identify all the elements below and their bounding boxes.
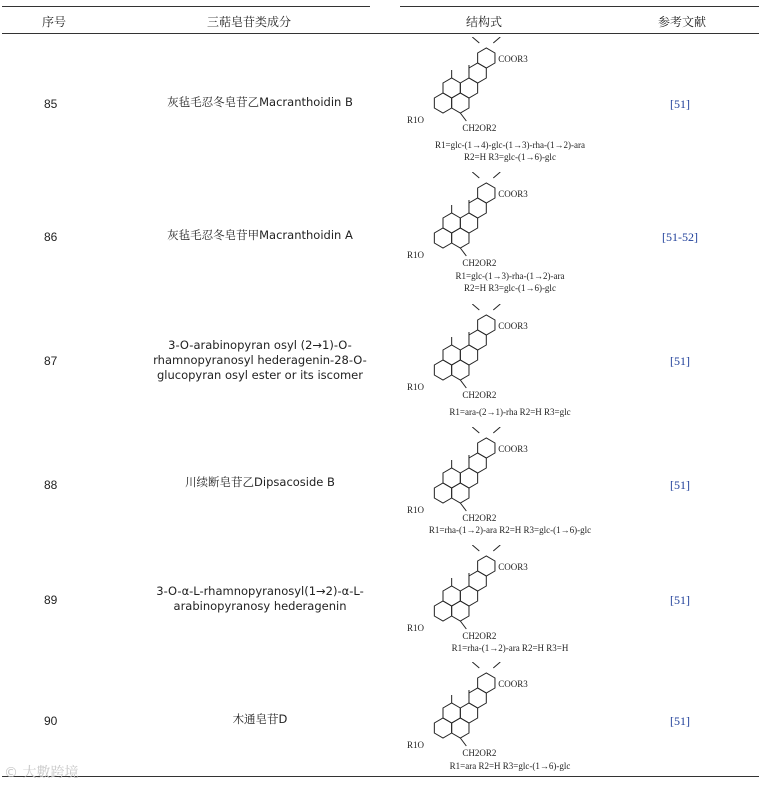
substituents	[390, 270, 630, 294]
row-number: 89	[44, 593, 58, 607]
row-number: 90	[44, 714, 58, 728]
ch2-label: CH2OR2	[462, 513, 497, 523]
table-row-87	[0, 302, 761, 422]
compound-name: 川续断皂苷乙Dipsacoside B	[185, 475, 335, 489]
substituent-line-1: R1=glc-(1→3)-rha-(1→2)-ara	[455, 271, 565, 281]
header-rule	[2, 33, 759, 34]
structure-image	[395, 427, 615, 532]
ch2-label: CH2OR2	[462, 631, 497, 641]
structure-image	[395, 662, 615, 767]
ester-label: COOR3	[498, 679, 528, 689]
ch2-label: CH2OR2	[462, 390, 497, 400]
substituent-line-2: R2=H R3=glc-(1→6)-glc	[464, 283, 556, 293]
r1o-label: R1O	[407, 382, 425, 392]
reference-link[interactable]: [51]	[670, 354, 690, 368]
ester-label: COOR3	[498, 189, 528, 199]
watermark-logo-icon: ©	[4, 765, 18, 781]
compound-name-line-2: rhamnopyranosyl hederagenin-28-O-	[153, 353, 367, 367]
structure-image	[395, 172, 615, 277]
reference-link[interactable]: [51]	[670, 478, 690, 492]
ester-label: COOR3	[498, 54, 528, 64]
table-row-85	[0, 35, 761, 162]
watermark	[4, 762, 78, 782]
substituents	[390, 642, 630, 654]
substituents	[390, 139, 630, 163]
structure-image	[395, 304, 615, 409]
reference-link[interactable]: [51]	[670, 714, 690, 728]
substituents	[390, 760, 630, 772]
structure-image	[395, 545, 615, 650]
compound-name: 灰毡毛忍冬皂苷乙Macranthoidin B	[167, 95, 353, 109]
table-row-88	[0, 425, 761, 545]
r1o-label: R1O	[407, 250, 425, 260]
substituent-line-2: R2=H R3=glc-(1→6)-glc	[464, 152, 556, 162]
row-number: 86	[44, 230, 58, 244]
compound-name-line-1: 3-O-arabinopyran osyl (2→1)-O-	[168, 338, 352, 352]
structure-image	[395, 37, 615, 142]
header-name: 三萜皂苷类成分	[207, 15, 292, 29]
r1o-label: R1O	[407, 115, 425, 125]
r1o-label: R1O	[407, 740, 425, 750]
compound-name: 木通皂苷D	[232, 712, 288, 726]
row-number: 85	[44, 97, 58, 111]
substituent-line-1: R1=rha-(1→2)-ara R2=H R3=H	[451, 643, 569, 653]
ch2-label: CH2OR2	[462, 748, 497, 758]
row-number: 88	[44, 478, 58, 492]
header-ref: 参考文献	[658, 15, 707, 29]
ch2-label: CH2OR2	[462, 258, 497, 268]
reference-link[interactable]: [51]	[670, 593, 690, 607]
compound-name-line-3: glucopyran osyl ester or its iscomer	[156, 368, 363, 382]
substituents	[390, 524, 630, 536]
reference-link[interactable]: [51]	[670, 97, 690, 111]
watermark-text: 大數跨境	[22, 765, 79, 781]
compound-name	[140, 584, 380, 614]
compound-name: 灰毡毛忍冬皂苷甲Macranthoidin A	[167, 228, 353, 242]
substituent-line-1: R1=rha-(1→2)-ara R2=H R3=glc-(1→6)-glc	[428, 525, 592, 535]
substituents	[390, 406, 630, 418]
compound-name-line-2: arabinopyranosy hederagenin	[173, 599, 347, 613]
top-rule-gap	[370, 2, 400, 10]
table-row-89	[0, 543, 761, 663]
table-row-90	[0, 660, 761, 780]
ester-label: COOR3	[498, 444, 528, 454]
substituent-line-1: R1=glc-(1→4)-glc-(1→3)-rha-(1→2)-ara	[434, 140, 585, 150]
row-number: 87	[44, 354, 58, 368]
substituent-line-1: R1=ara R2=H R3=glc-(1→6)-glc	[449, 761, 571, 771]
substituent-line-1: R1=ara-(2→1)-rha R2=H R3=glc	[449, 407, 571, 417]
header-structure: 结构式	[466, 15, 503, 29]
r1o-label: R1O	[407, 505, 425, 515]
r1o-label: R1O	[407, 623, 425, 633]
ester-label: COOR3	[498, 562, 528, 572]
compound-name	[140, 338, 380, 383]
ester-label: COOR3	[498, 321, 528, 331]
table-row-86	[0, 170, 761, 293]
header-no: 序号	[42, 15, 67, 29]
compound-name-line-1: 3-O-α-L-rhamnopyranosyl(1→2)-α-L-	[156, 584, 364, 598]
reference-link[interactable]: [51-52]	[662, 230, 698, 244]
ch2-label: CH2OR2	[462, 123, 497, 133]
